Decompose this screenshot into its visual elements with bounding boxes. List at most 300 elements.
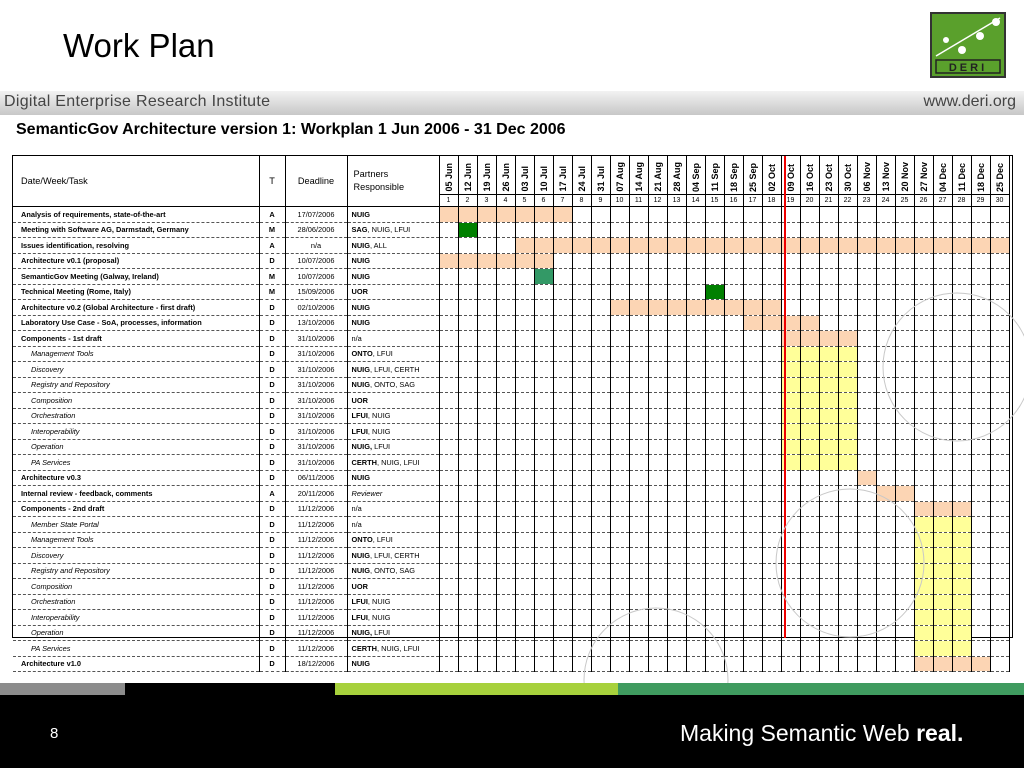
gantt-cell xyxy=(686,486,705,502)
week-header xyxy=(705,156,724,195)
gantt-cell xyxy=(705,439,724,455)
gantt-cell xyxy=(857,424,876,440)
gantt-cell xyxy=(439,300,458,316)
week-header xyxy=(743,156,762,195)
gantt-cell xyxy=(439,408,458,424)
gantt-cell xyxy=(458,315,477,331)
gantt-cell xyxy=(971,424,990,440)
gantt-cell xyxy=(990,548,1009,564)
gantt-cell xyxy=(819,548,838,564)
gantt-cell xyxy=(876,408,895,424)
gantt-cell xyxy=(667,315,686,331)
gantt-cell xyxy=(458,501,477,517)
gantt-cell xyxy=(496,470,515,486)
gantt-cell xyxy=(743,393,762,409)
week-number: 18 xyxy=(762,195,781,207)
task-name: SemanticGov Meeting (Galway, Ireland) xyxy=(13,269,259,285)
gantt-cell xyxy=(496,455,515,471)
reviewer-label: Reviewer xyxy=(351,488,383,498)
gantt-cell xyxy=(857,439,876,455)
gantt-cell xyxy=(800,594,819,610)
gantt-cell xyxy=(724,563,743,579)
gantt-cell xyxy=(439,439,458,455)
gantt-cell xyxy=(477,269,496,285)
gantt-cell xyxy=(667,439,686,455)
gantt-cell xyxy=(895,207,914,223)
week-label: 18 Sep xyxy=(728,162,739,192)
lead-partner: NUIG xyxy=(351,318,370,328)
gantt-cell xyxy=(933,315,952,331)
gantt-cell xyxy=(724,331,743,347)
gantt-cell xyxy=(705,315,724,331)
gantt-bar-cell xyxy=(515,238,534,254)
task-row xyxy=(13,625,1009,641)
gantt-cell xyxy=(762,641,781,657)
gantt-cell xyxy=(876,548,895,564)
week-label: 11 Sep xyxy=(709,163,720,192)
task-partners xyxy=(347,408,439,424)
gantt-cell xyxy=(895,377,914,393)
gantt-cell xyxy=(686,641,705,657)
lead-partner: LFUI xyxy=(351,612,368,622)
gantt-cell xyxy=(952,207,971,223)
gantt-cell xyxy=(667,625,686,641)
gantt-cell xyxy=(553,377,572,393)
column-header-deadline: Deadline xyxy=(285,156,347,207)
gantt-cell xyxy=(477,300,496,316)
task-type: D xyxy=(259,517,285,533)
task-row xyxy=(13,300,1009,316)
gantt-cell xyxy=(534,641,553,657)
gantt-cell xyxy=(971,470,990,486)
week-label: 25 Dec xyxy=(994,162,1005,192)
gantt-cell xyxy=(895,269,914,285)
gantt-cell xyxy=(762,501,781,517)
gantt-cell xyxy=(534,222,553,238)
task-row xyxy=(13,501,1009,517)
task-type: D xyxy=(259,253,285,269)
gantt-cell xyxy=(591,207,610,223)
gantt-cell xyxy=(933,300,952,316)
gantt-cell xyxy=(591,579,610,595)
gantt-cell xyxy=(648,269,667,285)
other-partners: , NUIG xyxy=(367,597,391,607)
week-header xyxy=(591,156,610,195)
gantt-bar-cell xyxy=(952,238,971,254)
gantt-cell xyxy=(610,408,629,424)
week-number: 14 xyxy=(686,195,705,207)
gantt-cell xyxy=(990,594,1009,610)
week-label: 10 Jul xyxy=(538,166,549,192)
gantt-cell xyxy=(610,284,629,300)
slogan-bold: real. xyxy=(916,720,964,746)
other-partners: , NUIG, LFUI xyxy=(367,225,411,235)
other-partners: , LFUI xyxy=(372,535,393,545)
gantt-cell xyxy=(610,393,629,409)
gantt-cell xyxy=(629,424,648,440)
gantt-cell xyxy=(686,284,705,300)
gantt-cell xyxy=(439,455,458,471)
task-row xyxy=(13,610,1009,626)
task-type: D xyxy=(259,455,285,471)
gantt-cell xyxy=(591,625,610,641)
gantt-cell xyxy=(971,517,990,533)
task-type: D xyxy=(259,362,285,378)
gantt-cell xyxy=(477,579,496,595)
task-type: D xyxy=(259,548,285,564)
gantt-cell xyxy=(572,253,591,269)
other-partners: , LFUI xyxy=(372,349,393,359)
gantt-cell xyxy=(629,579,648,595)
week-header xyxy=(610,156,629,195)
gantt-cell xyxy=(819,656,838,672)
gantt-cell xyxy=(572,470,591,486)
gantt-bar-cell xyxy=(914,517,933,533)
gantt-cell xyxy=(667,656,686,672)
gantt-cell xyxy=(515,548,534,564)
gantt-cell xyxy=(895,408,914,424)
lead-partner: LFUI xyxy=(351,426,368,436)
gantt-cell xyxy=(610,579,629,595)
gantt-bar-cell xyxy=(819,238,838,254)
gantt-cell xyxy=(667,377,686,393)
week-number: 12 xyxy=(648,195,667,207)
task-type: D xyxy=(259,331,285,347)
gantt-cell xyxy=(553,594,572,610)
gantt-cell xyxy=(933,253,952,269)
gantt-cell xyxy=(838,594,857,610)
gantt-bar-cell xyxy=(952,594,971,610)
gantt-cell xyxy=(610,517,629,533)
gantt-cell xyxy=(667,470,686,486)
week-header xyxy=(686,156,705,195)
gantt-cell xyxy=(743,222,762,238)
gantt-cell xyxy=(876,331,895,347)
gantt-cell xyxy=(553,563,572,579)
gantt-cell xyxy=(933,331,952,347)
gantt-cell xyxy=(553,346,572,362)
gantt-cell xyxy=(819,222,838,238)
gantt-bar-cell xyxy=(458,253,477,269)
gantt-cell xyxy=(724,377,743,393)
gantt-cell xyxy=(876,424,895,440)
gantt-cell xyxy=(686,610,705,626)
gantt-cell xyxy=(952,424,971,440)
gantt-cell xyxy=(800,253,819,269)
gantt-cell xyxy=(572,393,591,409)
gantt-cell xyxy=(914,455,933,471)
gantt-cell xyxy=(724,625,743,641)
gantt-cell xyxy=(667,331,686,347)
task-partners xyxy=(347,439,439,455)
gantt-bar-cell xyxy=(648,300,667,316)
gantt-cell xyxy=(933,393,952,409)
task-name: Architecture v0.2 (Global Architecture - first draft) xyxy=(13,300,259,316)
gantt-cell xyxy=(439,284,458,300)
gantt-cell xyxy=(458,579,477,595)
gantt-cell xyxy=(591,641,610,657)
gantt-cell xyxy=(591,222,610,238)
week-header xyxy=(800,156,819,195)
gantt-bar-cell xyxy=(439,253,458,269)
gantt-bar-cell xyxy=(971,656,990,672)
gantt-cell xyxy=(496,625,515,641)
gantt-bar-cell xyxy=(534,207,553,223)
task-deadline: 31/10/2006 xyxy=(285,377,347,393)
gantt-cell xyxy=(990,300,1009,316)
gantt-cell xyxy=(971,455,990,471)
gantt-cell xyxy=(496,315,515,331)
gantt-bar-cell xyxy=(914,641,933,657)
lead-partner: UOR xyxy=(351,581,368,591)
gantt-cell xyxy=(515,377,534,393)
gantt-cell xyxy=(724,517,743,533)
gantt-cell xyxy=(762,610,781,626)
gantt-cell xyxy=(895,284,914,300)
gantt-cell xyxy=(743,470,762,486)
gantt-cell xyxy=(724,253,743,269)
gantt-bar-cell xyxy=(914,501,933,517)
gantt-cell xyxy=(572,625,591,641)
gantt-cell xyxy=(667,393,686,409)
gantt-cell xyxy=(819,284,838,300)
milestone-line xyxy=(784,156,786,638)
gantt-bar-cell xyxy=(838,424,857,440)
gantt-cell xyxy=(933,455,952,471)
gantt-bar-cell xyxy=(743,300,762,316)
gantt-cell xyxy=(990,455,1009,471)
week-label: 03 Jul xyxy=(519,166,530,192)
gantt-bar-cell xyxy=(952,532,971,548)
gantt-cell xyxy=(800,641,819,657)
gantt-cell xyxy=(591,594,610,610)
gantt-cell xyxy=(477,641,496,657)
week-number: 4 xyxy=(496,195,515,207)
week-header xyxy=(838,156,857,195)
gantt-cell xyxy=(553,300,572,316)
week-number: 11 xyxy=(629,195,648,207)
gantt-cell xyxy=(933,486,952,502)
gantt-cell xyxy=(610,377,629,393)
gantt-cell xyxy=(933,424,952,440)
week-label: 12 Jun xyxy=(462,163,473,192)
task-type: D xyxy=(259,377,285,393)
gantt-cell xyxy=(743,579,762,595)
gantt-cell xyxy=(648,377,667,393)
gantt-cell xyxy=(496,641,515,657)
gantt-cell xyxy=(648,393,667,409)
gantt-cell xyxy=(800,625,819,641)
gantt-cell xyxy=(553,470,572,486)
gantt-cell xyxy=(686,315,705,331)
task-partners xyxy=(347,625,439,641)
gantt-cell xyxy=(534,346,553,362)
task-row xyxy=(13,269,1009,285)
gantt-cell xyxy=(971,594,990,610)
gantt-cell xyxy=(686,362,705,378)
week-header xyxy=(895,156,914,195)
task-partners xyxy=(347,501,439,517)
task-deadline: n/a xyxy=(285,238,347,254)
gantt-cell xyxy=(705,486,724,502)
week-header xyxy=(952,156,971,195)
task-deadline: 31/10/2006 xyxy=(285,408,347,424)
gantt-cell xyxy=(553,439,572,455)
gantt-cell xyxy=(591,470,610,486)
gantt-cell xyxy=(895,253,914,269)
task-type: D xyxy=(259,501,285,517)
gantt-bar-cell xyxy=(800,455,819,471)
gantt-cell xyxy=(724,207,743,223)
week-header xyxy=(458,156,477,195)
gantt-cell xyxy=(800,222,819,238)
lead-partner: ONTO xyxy=(351,535,373,545)
gantt-cell xyxy=(876,346,895,362)
week-header xyxy=(724,156,743,195)
gantt-cell xyxy=(496,269,515,285)
week-number: 25 xyxy=(895,195,914,207)
gantt-cell xyxy=(591,331,610,347)
gantt-bar-cell xyxy=(553,207,572,223)
gantt-cell xyxy=(724,439,743,455)
lead-partner: CERTH xyxy=(351,643,377,653)
gantt-cell xyxy=(667,408,686,424)
gantt-cell xyxy=(800,532,819,548)
week-header xyxy=(971,156,990,195)
website-link[interactable]: www.deri.org xyxy=(923,93,1016,110)
gantt-cell xyxy=(952,455,971,471)
gantt-cell xyxy=(857,346,876,362)
gantt-cell xyxy=(477,610,496,626)
gantt-cell xyxy=(591,269,610,285)
gantt-cell xyxy=(553,548,572,564)
task-partners xyxy=(347,548,439,564)
gantt-cell xyxy=(667,563,686,579)
week-number: 28 xyxy=(952,195,971,207)
task-partners xyxy=(347,269,439,285)
gantt-cell xyxy=(439,501,458,517)
gantt-cell xyxy=(515,594,534,610)
gantt-cell xyxy=(686,269,705,285)
gantt-cell xyxy=(838,563,857,579)
gantt-cell xyxy=(534,470,553,486)
gantt-cell xyxy=(591,486,610,502)
gantt-cell xyxy=(477,501,496,517)
gantt-cell xyxy=(515,331,534,347)
gantt-cell xyxy=(629,253,648,269)
gantt-cell xyxy=(895,315,914,331)
task-row xyxy=(13,656,1009,672)
gantt-cell xyxy=(857,501,876,517)
gantt-cell xyxy=(648,315,667,331)
gantt-cell xyxy=(914,377,933,393)
gantt-cell xyxy=(933,346,952,362)
gantt-bar-cell xyxy=(572,238,591,254)
gantt-cell xyxy=(553,253,572,269)
gantt-cell xyxy=(553,331,572,347)
gantt-cell xyxy=(705,563,724,579)
gantt-cell xyxy=(439,470,458,486)
lead-partner: LFUI xyxy=(351,411,368,421)
task-name: Interoperability xyxy=(13,610,259,626)
task-name: Internal review - feedback, comments xyxy=(13,486,259,502)
task-row xyxy=(13,393,1009,409)
gantt-cell xyxy=(933,222,952,238)
lead-partner: NUIG, xyxy=(351,628,373,638)
gantt-bar-cell xyxy=(819,362,838,378)
gantt-cell xyxy=(895,300,914,316)
task-name: Technical Meeting (Rome, Italy) xyxy=(13,284,259,300)
task-name: Member State Portal xyxy=(13,517,259,533)
week-number: 21 xyxy=(819,195,838,207)
other-partners: , NUIG xyxy=(367,612,391,622)
gantt-cell xyxy=(743,346,762,362)
gantt-cell xyxy=(819,207,838,223)
task-partners xyxy=(347,238,439,254)
gantt-cell xyxy=(857,455,876,471)
task-deadline: 06/11/2006 xyxy=(285,470,347,486)
gantt-bar-cell xyxy=(705,300,724,316)
gantt-cell xyxy=(971,315,990,331)
gantt-cell xyxy=(819,470,838,486)
gantt-cell xyxy=(477,455,496,471)
gantt-cell xyxy=(667,362,686,378)
gantt-cell xyxy=(857,207,876,223)
gantt-cell xyxy=(496,300,515,316)
gantt-cell xyxy=(876,315,895,331)
gantt-cell xyxy=(762,517,781,533)
gantt-bar-cell xyxy=(819,331,838,347)
gantt-bar-cell xyxy=(648,238,667,254)
gantt-cell xyxy=(933,377,952,393)
gantt-cell xyxy=(439,346,458,362)
gantt-cell xyxy=(591,548,610,564)
gantt-cell xyxy=(667,486,686,502)
gantt-cell xyxy=(857,625,876,641)
task-deadline: 31/10/2006 xyxy=(285,331,347,347)
gantt-cell xyxy=(952,222,971,238)
gantt-cell xyxy=(534,625,553,641)
gantt-cell xyxy=(534,532,553,548)
gantt-cell xyxy=(439,377,458,393)
task-row xyxy=(13,253,1009,269)
gantt-cell xyxy=(743,656,762,672)
gantt-cell xyxy=(572,424,591,440)
gantt-cell xyxy=(629,517,648,533)
gantt-cell xyxy=(629,532,648,548)
gantt-cell xyxy=(648,548,667,564)
gantt-cell xyxy=(990,610,1009,626)
gantt-cell xyxy=(971,439,990,455)
task-type: M xyxy=(259,222,285,238)
week-number: 1 xyxy=(439,195,458,207)
gantt-cell xyxy=(477,284,496,300)
gantt-cell xyxy=(667,641,686,657)
gantt-cell xyxy=(705,455,724,471)
gantt-bar-cell xyxy=(838,439,857,455)
gantt-cell xyxy=(971,300,990,316)
gantt-cell xyxy=(819,501,838,517)
gantt-bar-cell xyxy=(914,238,933,254)
gantt-cell xyxy=(515,532,534,548)
gantt-cell xyxy=(705,207,724,223)
gantt-cell xyxy=(990,470,1009,486)
gantt-cell xyxy=(629,501,648,517)
gantt-bar-cell xyxy=(933,579,952,595)
gantt-cell xyxy=(743,641,762,657)
week-label: 21 Aug xyxy=(652,162,663,192)
gantt-cell xyxy=(496,486,515,502)
